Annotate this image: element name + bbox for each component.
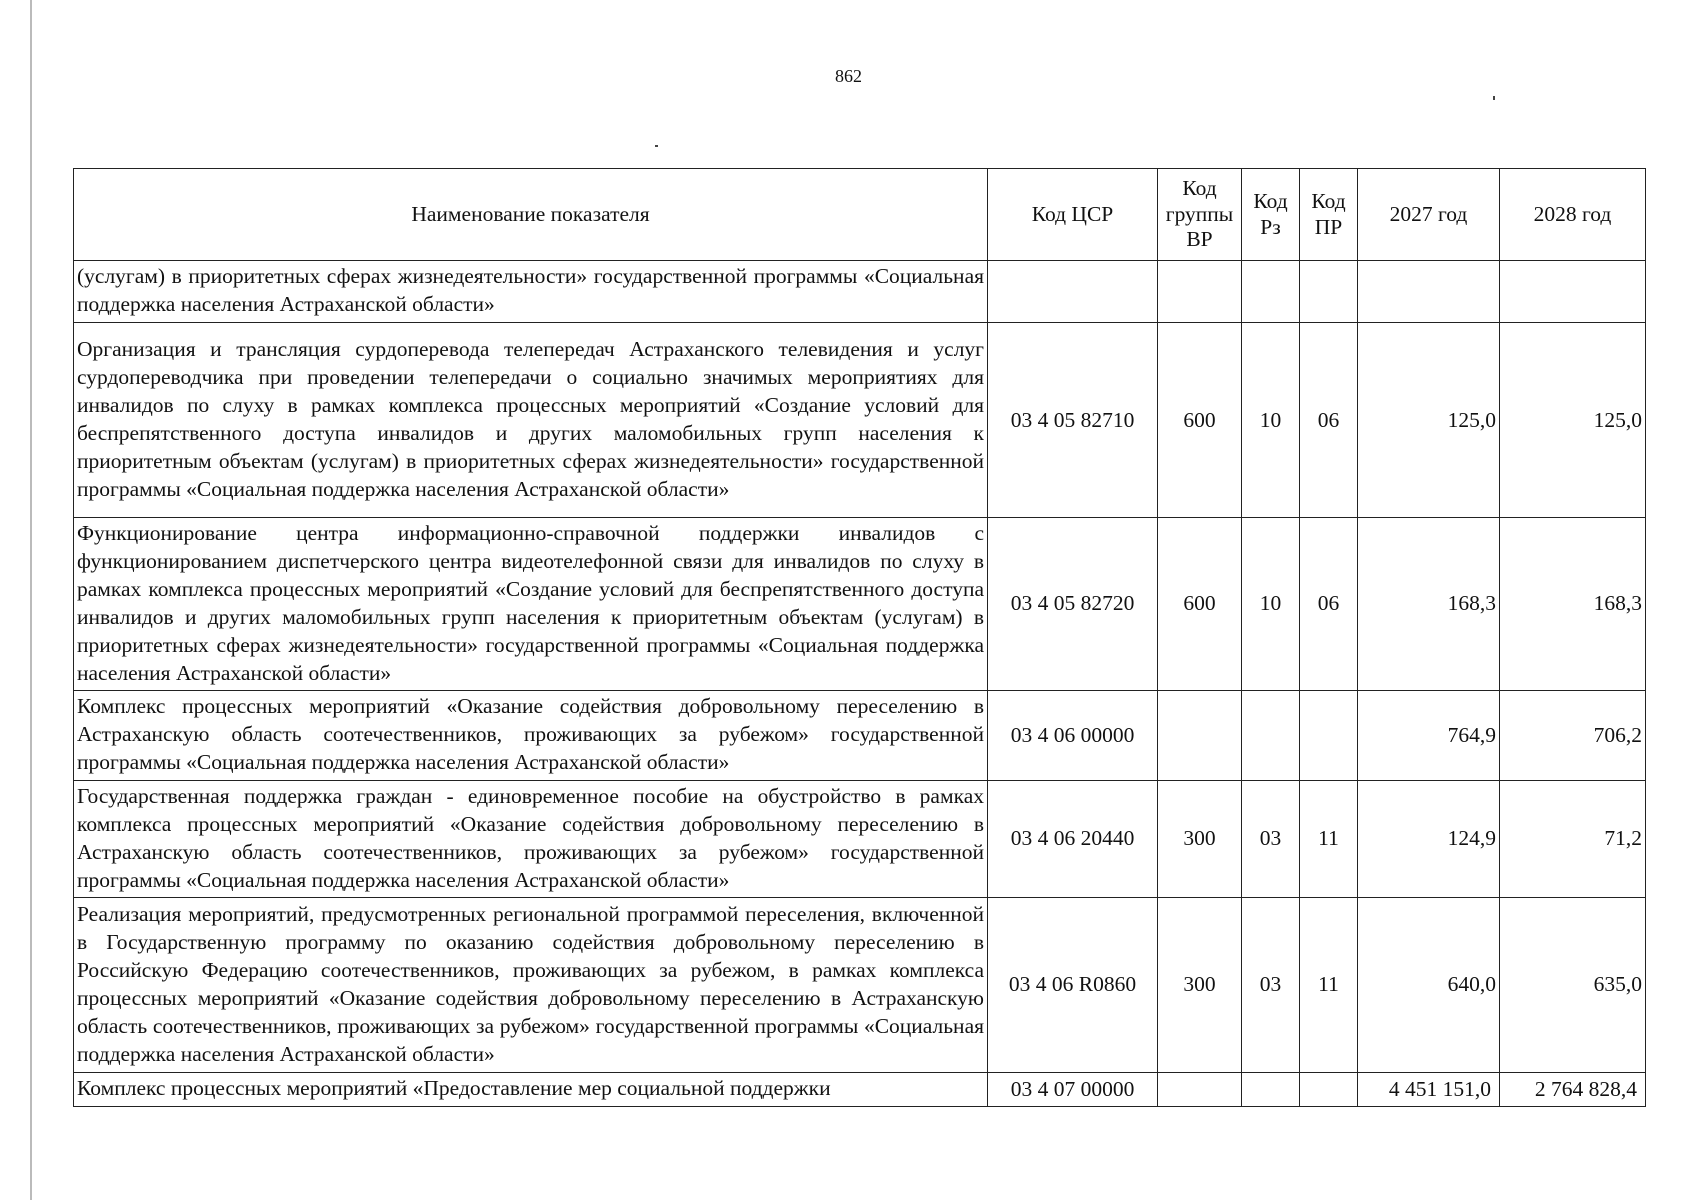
row-vr-code: 600 bbox=[1158, 518, 1242, 691]
page-number: 862 bbox=[835, 66, 862, 86]
row-pr-code bbox=[1300, 1072, 1358, 1106]
table-row bbox=[74, 780, 1646, 897]
row-vr-code bbox=[1158, 690, 1242, 780]
row-pr-code: 11 bbox=[1300, 780, 1358, 897]
row-csr-code: 03 4 05 82710 bbox=[988, 323, 1158, 518]
row-2028-value: 71,2 bbox=[1500, 780, 1646, 897]
row-pr-code: 06 bbox=[1300, 323, 1358, 518]
row-vr-code: 300 bbox=[1158, 780, 1242, 897]
row-name: Функционирование центра информационно-справочной поддержки инвалидов с функционированием диспетчерского центра видеотелефонной связи для инвалидов по слуху в рамках комплекса процессных мероприятий «Создание условий для беспрепятственного доступа инвалидов и других маломобильных групп населения к приоритетным объектам (услугам) в приоритетных сферах жизнедеятельности» государственной программы «Социальная поддержка населения Астраханской области» bbox=[74, 518, 988, 691]
table-row bbox=[74, 897, 1646, 1072]
row-2028-value: 706,2 bbox=[1500, 690, 1646, 780]
row-name: Комплекс процессных мероприятий «Оказание содействия добровольному переселению в Астраханскую область соотечественников, проживающих за рубежом» государственной программы «Социальная поддержка населения Астраханской области» bbox=[74, 690, 988, 780]
row-vr-code: 300 bbox=[1158, 897, 1242, 1072]
scan-edge-line bbox=[30, 0, 32, 1200]
row-name: Комплекс процессных мероприятий «Предоставление мер социальной поддержки bbox=[74, 1072, 988, 1106]
table-row bbox=[74, 518, 1646, 691]
row-pr-code: 11 bbox=[1300, 897, 1358, 1072]
row-csr-code: 03 4 06 00000 bbox=[988, 690, 1158, 780]
row-2027-value: 124,9 bbox=[1358, 780, 1500, 897]
row-2027-value: 640,0 bbox=[1358, 897, 1500, 1072]
header-2028: 2028 год bbox=[1500, 169, 1646, 261]
row-name: Государственная поддержка граждан - единовременное пособие на обустройство в рамках комплекса процессных мероприятий «Оказание содействия добровольному переселению в Астраханскую область соотечественников, проживающих за рубежом» государственной программы «Социальная поддержка населения Астраханской области» bbox=[74, 780, 988, 897]
row-csr-code: 03 4 06 20440 bbox=[988, 780, 1158, 897]
header-name: Наименование показателя bbox=[74, 169, 988, 261]
row-vr-code bbox=[1158, 1072, 1242, 1106]
row-csr-code: 03 4 07 00000 bbox=[988, 1072, 1158, 1106]
row-2028-value: 168,3 bbox=[1500, 518, 1646, 691]
row-csr-code: 03 4 06 R0860 bbox=[988, 897, 1158, 1072]
scan-speck bbox=[1493, 96, 1495, 100]
row-2028-value bbox=[1500, 261, 1646, 323]
row-rz-code: 03 bbox=[1242, 780, 1300, 897]
row-rz-code: 10 bbox=[1242, 323, 1300, 518]
row-2028-value: 2 764 828,4 bbox=[1500, 1072, 1646, 1106]
table-row bbox=[74, 690, 1646, 780]
row-csr-code: 03 4 05 82720 bbox=[988, 518, 1158, 691]
row-pr-code bbox=[1300, 690, 1358, 780]
row-name: Организация и трансляция сурдоперевода телепередач Астраханского телевидения и услуг сурдопереводчика при проведении телепередачи о социально значимых мероприятиях для инвалидов по слуху в рамках комплекса процессных мероприятий «Создание условий для беспрепятственного доступа инвалидов и других маломобильных групп населения к приоритетным объектам (услугам) в приоритетных сферах жизнедеятельности» государственной программы «Социальная поддержка населения Астраханской области» bbox=[74, 323, 988, 518]
row-rz-code: 03 bbox=[1242, 897, 1300, 1072]
row-name: (услугам) в приоритетных сферах жизнедеятельности» государственной программы «Социальная поддержка населения Астраханской области» bbox=[74, 261, 988, 323]
row-2027-value bbox=[1358, 261, 1500, 323]
row-csr-code bbox=[988, 261, 1158, 323]
row-rz-code bbox=[1242, 261, 1300, 323]
row-vr-code bbox=[1158, 261, 1242, 323]
header-csr-code: Код ЦСР bbox=[988, 169, 1158, 261]
table-header-row bbox=[74, 169, 1646, 261]
header-rz-code: Код Рз bbox=[1242, 169, 1300, 261]
header-pr-code: Код ПР bbox=[1300, 169, 1358, 261]
header-vr-group-code: Код группы ВР bbox=[1158, 169, 1242, 261]
table-row bbox=[74, 323, 1646, 518]
row-rz-code bbox=[1242, 1072, 1300, 1106]
row-2027-value: 4 451 151,0 bbox=[1358, 1072, 1500, 1106]
row-2027-value: 125,0 bbox=[1358, 323, 1500, 518]
row-rz-code: 10 bbox=[1242, 518, 1300, 691]
row-rz-code bbox=[1242, 690, 1300, 780]
scan-speck bbox=[655, 145, 658, 147]
row-2027-value: 764,9 bbox=[1358, 690, 1500, 780]
row-name: Реализация мероприятий, предусмотренных региональной программой переселения, включенной в Государственную программу по оказанию содействия добровольному переселению в Российскую Федерацию соотечественников, проживающих за рубежом, в рамках комплекса процессных мероприятий «Оказание содействия добровольному переселению в Астраханскую область соотечественников, проживающих за рубежом» государственной программы «Социальная поддержка населения Астраханской области» bbox=[74, 897, 988, 1072]
table-row bbox=[74, 1072, 1646, 1106]
row-vr-code: 600 bbox=[1158, 323, 1242, 518]
row-pr-code: 06 bbox=[1300, 518, 1358, 691]
header-2027: 2027 год bbox=[1358, 169, 1500, 261]
row-2028-value: 125,0 bbox=[1500, 323, 1646, 518]
budget-table bbox=[73, 168, 1646, 1107]
row-2027-value: 168,3 bbox=[1358, 518, 1500, 691]
row-pr-code bbox=[1300, 261, 1358, 323]
table-row bbox=[74, 261, 1646, 323]
row-2028-value: 635,0 bbox=[1500, 897, 1646, 1072]
